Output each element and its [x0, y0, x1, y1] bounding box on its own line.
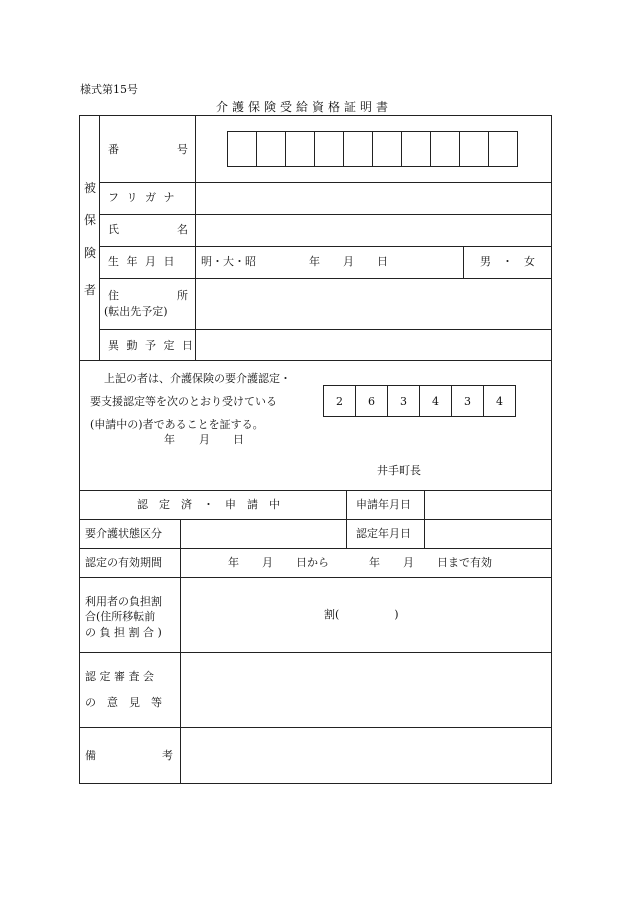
insurer-code-digit: 6: [355, 385, 388, 417]
insurer-code-boxes: [323, 385, 517, 417]
line-burden-top: [79, 577, 552, 578]
birth-year: 年: [309, 255, 320, 268]
insurer-code-digit: 4: [419, 385, 452, 417]
name-field[interactable]: [196, 215, 551, 245]
birth-eras: 明・大・昭: [201, 255, 256, 268]
insurer-code-digit: 3: [451, 385, 484, 417]
cert-date-day: 日: [233, 433, 244, 446]
validity-to-year: 年: [369, 556, 380, 569]
name-label-a: 氏: [108, 223, 119, 236]
remarks-label-a: 備: [85, 749, 96, 762]
insurer-code-digit: 3: [387, 385, 420, 417]
issuer-name: 井手町長: [377, 464, 421, 477]
line-validity-top: [79, 548, 552, 549]
insured-label-3: 険: [84, 246, 97, 260]
insurer-code-digit: 2: [323, 385, 356, 417]
validity-from-day: 日から: [296, 556, 329, 569]
cert-date-year: 年: [164, 433, 175, 446]
cert-text-line-1: 上記の者は、介護保険の要介護認定・: [104, 372, 291, 385]
address-label-sub: (転出先予定): [104, 305, 168, 318]
address-label-a: 住: [108, 289, 119, 302]
number-label-b: 号: [177, 143, 188, 156]
application-date-label: 申請年月日: [356, 498, 411, 511]
insured-number-boxes[interactable]: [227, 131, 517, 167]
burden-value[interactable]: 割( ): [324, 608, 399, 621]
address-label-b: 所: [177, 289, 188, 302]
birth-month: 月: [343, 255, 354, 268]
cert-date-month: 月: [199, 433, 210, 446]
name-label-b: 名: [177, 223, 188, 236]
validity-from-year: 年: [228, 556, 239, 569]
care-level-field[interactable]: [181, 520, 345, 547]
birth-day: 日: [377, 255, 388, 268]
cert-date-field[interactable]: [425, 520, 551, 547]
burden-label-line-1: 利用者の負担割: [85, 595, 162, 608]
validity-to-month: 月: [403, 556, 414, 569]
validity-label: 認定の有効期間: [85, 556, 162, 569]
move-date-label: 異 動 予 定 日: [108, 339, 195, 352]
cert-date-label: 認定年月日: [356, 527, 411, 540]
cert-text-line-3: (申請中の)者であることを証する。: [90, 418, 264, 431]
line-status-split: [346, 490, 347, 519]
insured-label-4: 者: [84, 283, 97, 297]
furigana-field[interactable]: [196, 183, 551, 213]
insurer-code-digit: 4: [483, 385, 516, 417]
address-field[interactable]: [196, 279, 551, 328]
application-date-field[interactable]: [425, 491, 551, 518]
committee-label-line-1: 認 定 審 査 会: [85, 670, 154, 683]
line-cert-top: [79, 360, 552, 361]
furigana-label: フ リ ガ ナ: [108, 191, 177, 204]
burden-label-line-3: の 負 担 割 合 ): [85, 626, 162, 639]
validity-from-month: 月: [262, 556, 273, 569]
line-insured-col: [99, 115, 100, 360]
line-row-birth-top: [99, 246, 552, 247]
number-label-a: 番: [108, 143, 119, 156]
remarks-label-b: 考: [162, 749, 173, 762]
burden-label-line-2: 合(住所移転前: [85, 610, 156, 623]
insured-label-2: 保: [84, 213, 97, 227]
line-care-split: [346, 519, 347, 548]
remarks-field[interactable]: [181, 728, 551, 783]
birth-label: 生 年 月 日: [108, 255, 177, 268]
line-gender-col: [463, 246, 464, 278]
form-title: 介護保険受給資格証明書: [216, 100, 393, 114]
validity-to-day: 日まで有効: [437, 556, 492, 569]
form-number: 様式第15号: [80, 83, 138, 96]
insured-label-1: 被: [84, 181, 97, 195]
committee-field[interactable]: [181, 653, 551, 726]
care-level-label: 要介護状態区分: [85, 527, 162, 540]
gender-options[interactable]: 男 ・ 女: [480, 255, 535, 268]
cert-text-line-2: 要支援認定等を次のとおり受けている: [90, 395, 277, 408]
committee-label-line-2: の 意 見 等: [85, 696, 162, 709]
move-date-field[interactable]: [196, 330, 551, 359]
cert-status-options[interactable]: 認 定 済 ・ 申 請 中: [137, 498, 280, 511]
